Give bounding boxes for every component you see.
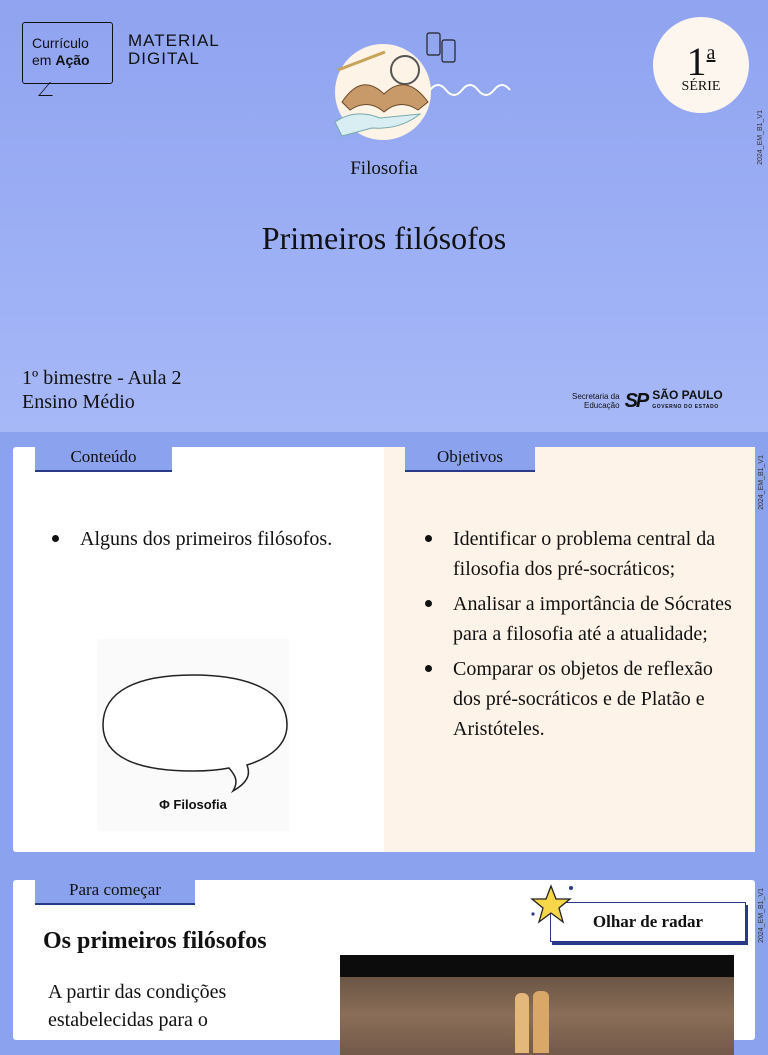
sp-gov: GOVERNO DO ESTADO (652, 404, 719, 410)
sp-secretaria-1: Secretaria da (572, 392, 620, 401)
page-title: Primeiros filósofos (261, 220, 507, 256)
side-code: 2024_EM_B1_V1 (757, 110, 764, 165)
cover-slide (0, 0, 768, 432)
list-item: Alguns dos primeiros filósofos. (50, 524, 370, 554)
philosophy-speech-card (97, 639, 289, 831)
logo-line2-a: em (32, 52, 52, 68)
material-line1: MATERIAL (128, 31, 220, 50)
material-digital-logo (128, 32, 220, 68)
scroll-image-part (515, 993, 529, 1053)
side-code: 2024_EM_B1_V1 (758, 888, 765, 943)
content-objectives-slide (13, 447, 765, 852)
list-item: Identificar o problema central da filosofia dos pré-socráticos; (423, 524, 743, 584)
bimestre-info (22, 366, 182, 414)
wavy-line (430, 85, 510, 95)
logo-line1: Currículo (32, 35, 89, 51)
olhar-de-radar-label: Olhar de radar (550, 902, 746, 942)
list-item: Analisar a importância de Sócrates para a filosofia até a atualidade; (423, 589, 743, 649)
serie-badge (653, 17, 749, 113)
material-line2: DIGITAL (128, 49, 200, 68)
sao-paulo-logo (572, 389, 723, 413)
subject-label: Filosofia (350, 158, 418, 179)
side-code: 2024_EM_B1_V1 (758, 455, 765, 510)
section-heading: Os primeiros filósofos (43, 928, 267, 954)
star-icon (527, 880, 575, 928)
scroll-image-part (533, 991, 549, 1053)
bimestre-label: 1º bimestre - Aula 2 (22, 367, 182, 389)
logo-line2-b: Ação (55, 52, 90, 68)
phone-icon-2 (442, 40, 455, 62)
tab-para-comecar: Para começar (35, 878, 195, 905)
scrolls-photo (340, 955, 734, 1055)
sp-name: SÃO PAULO (652, 388, 723, 402)
book-hand-illustration (330, 30, 520, 145)
sp-initials: SP (624, 389, 648, 412)
serie-label: SÉRIE (681, 79, 721, 94)
tab-objetivos: Objetivos (405, 445, 535, 472)
intro-text: A partir das condições estabelecidas para o (48, 981, 227, 1031)
phone-icon (427, 33, 440, 55)
serie-ordinal: a (706, 42, 716, 64)
serie-number: 1 (686, 39, 707, 84)
tab-conteudo: Conteúdo (35, 445, 172, 472)
content-list (50, 524, 370, 559)
level-label: Ensino Médio (22, 391, 135, 413)
objectives-list (423, 524, 743, 749)
speech-label: Φ Filosofia (159, 797, 227, 812)
list-item: Comparar os objetos de reflexão dos pré-socráticos e de Platão e Aristóteles. (423, 654, 743, 744)
logo-speech-tail (38, 82, 64, 96)
sp-secretaria-2: Educação (584, 401, 620, 410)
speech-bubble-icon (97, 639, 289, 789)
curriculo-em-acao-logo (22, 22, 113, 84)
para-comecar-slide (13, 880, 765, 1040)
